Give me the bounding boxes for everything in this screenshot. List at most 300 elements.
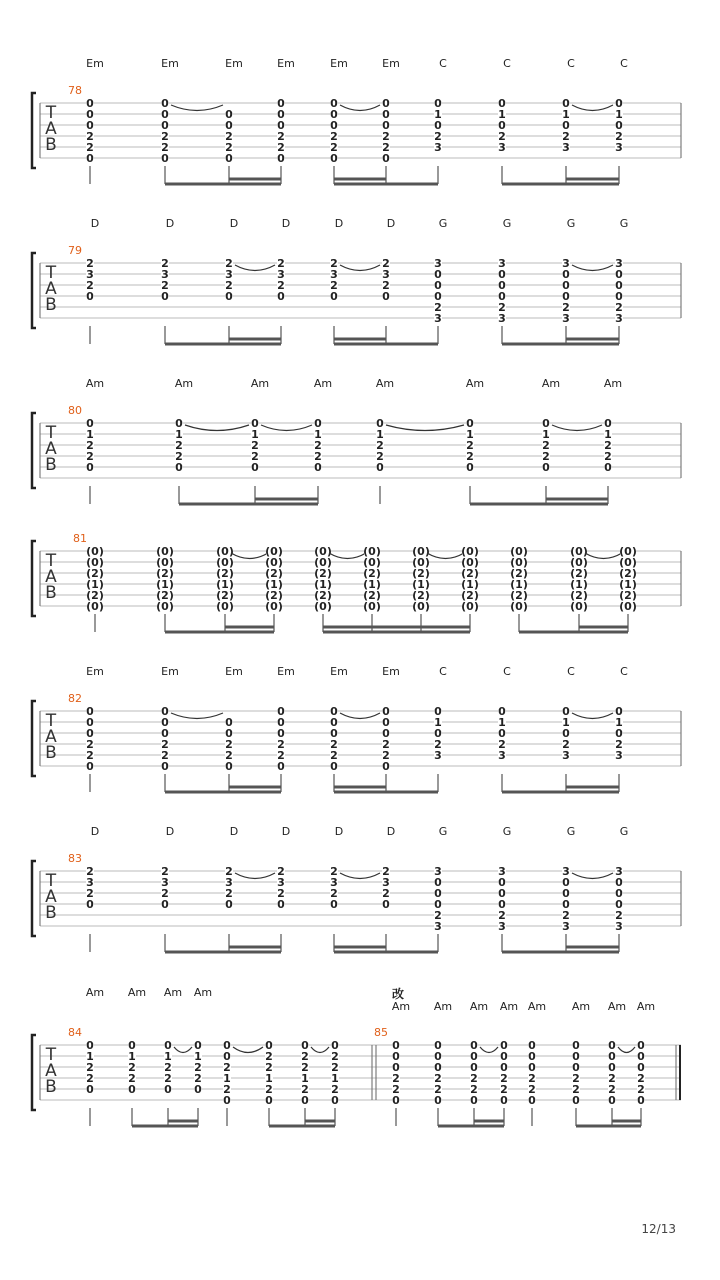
fret-number: 0 <box>615 119 623 132</box>
fret-number: 3 <box>615 865 623 878</box>
measure-number: 82 <box>68 692 82 705</box>
fret-number: (2) <box>570 589 588 602</box>
fret-number: 0 <box>392 1094 400 1107</box>
tie-arc <box>171 105 223 111</box>
fret-number: 0 <box>470 1061 478 1074</box>
fret-number: 0 <box>251 417 259 430</box>
fret-number: 2 <box>330 141 338 154</box>
fret-number: 0 <box>330 727 338 740</box>
tab-clef-letter: B <box>45 743 57 763</box>
chord-name: D <box>386 217 396 230</box>
fret-number: 0 <box>376 417 384 430</box>
fret-number: 0 <box>376 461 384 474</box>
fret-number: 1 <box>86 428 94 441</box>
fret-number: 2 <box>604 450 612 463</box>
tab-clef-letter: T <box>45 423 57 443</box>
chord-name: Em <box>161 57 179 70</box>
fret-number: 3 <box>498 865 506 878</box>
fret-number: (0) <box>265 545 283 558</box>
fret-number: 2 <box>615 738 623 751</box>
fret-number: (2) <box>86 589 104 602</box>
fret-number: 0 <box>301 1094 309 1107</box>
fret-number: 0 <box>382 760 390 773</box>
fret-number: 2 <box>615 130 623 143</box>
system-bracket <box>32 861 36 936</box>
fret-number: 0 <box>498 898 506 911</box>
tab-clef-letter: B <box>45 583 57 603</box>
fret-number: 0 <box>277 152 285 165</box>
fret-number: 2 <box>528 1083 536 1096</box>
fret-number: 0 <box>382 705 390 718</box>
fret-number: 0 <box>225 290 233 303</box>
chord-name: D <box>165 825 175 838</box>
fret-number: (2) <box>510 567 528 580</box>
fret-number: 2 <box>277 279 285 292</box>
fret-number: 3 <box>562 257 570 270</box>
fret-number: (0) <box>156 600 174 613</box>
fret-number: 0 <box>86 705 94 718</box>
fret-number: 2 <box>223 1083 231 1096</box>
fret-number: (0) <box>314 600 332 613</box>
fret-number: 2 <box>434 1072 442 1085</box>
tie-arc <box>340 265 380 271</box>
fret-number: 2 <box>277 887 285 900</box>
fret-number: 2 <box>314 450 322 463</box>
chord-name: Em <box>382 665 400 678</box>
fret-number: 0 <box>277 108 285 121</box>
tab-clef-letter: A <box>45 887 57 907</box>
fret-number: 0 <box>86 97 94 110</box>
fret-number: 3 <box>330 876 338 889</box>
fret-number: 0 <box>382 97 390 110</box>
fret-number: 0 <box>86 898 94 911</box>
fret-number: 2 <box>194 1061 202 1074</box>
tie-arc <box>233 1047 263 1053</box>
fret-number: 0 <box>434 1061 442 1074</box>
fret-number: 2 <box>128 1072 136 1085</box>
fret-number: 2 <box>225 749 233 762</box>
fret-number: 2 <box>637 1072 645 1085</box>
tie-arc <box>235 873 275 879</box>
fret-number: 3 <box>498 312 506 325</box>
fret-number: 1 <box>265 1072 273 1085</box>
fret-number: (0) <box>461 600 479 613</box>
tie-arc <box>618 1047 635 1053</box>
fret-number: 0 <box>498 887 506 900</box>
fret-number: 0 <box>225 727 233 740</box>
chord-name: Am <box>465 377 485 390</box>
fret-number: (0) <box>510 556 528 569</box>
fret-number: 2 <box>251 439 259 452</box>
fret-number: 0 <box>223 1094 231 1107</box>
fret-number: 0 <box>265 1039 273 1052</box>
fret-number: 2 <box>382 738 390 751</box>
fret-number: 0 <box>470 1039 478 1052</box>
fret-number: (0) <box>265 600 283 613</box>
fret-number: 0 <box>86 727 94 740</box>
tab-clef-letter: A <box>45 1061 57 1081</box>
tab-clef-letter: T <box>45 263 57 283</box>
fret-number: 1 <box>301 1072 309 1085</box>
tie-arc <box>480 1047 498 1053</box>
fret-number: 0 <box>277 97 285 110</box>
chord-name: Am <box>375 377 395 390</box>
chord-name: Am <box>527 1000 547 1013</box>
fret-number: 3 <box>434 865 442 878</box>
tie-arc <box>261 425 312 431</box>
measure-number: 85 <box>374 1026 388 1039</box>
chord-name: Am <box>469 1000 489 1013</box>
fret-number: 0 <box>175 461 183 474</box>
fret-number: 0 <box>608 1050 616 1063</box>
fret-number: 0 <box>86 760 94 773</box>
fret-number: 1 <box>466 428 474 441</box>
fret-number: 2 <box>498 909 506 922</box>
fret-number: 0 <box>434 119 442 132</box>
fret-number: 2 <box>194 1072 202 1085</box>
chord-name: C <box>503 57 511 70</box>
fret-number: (0) <box>156 556 174 569</box>
fret-number: 3 <box>277 268 285 281</box>
tab-clef-letter: T <box>45 103 57 123</box>
fret-number: 2 <box>331 1083 339 1096</box>
chord-name: C <box>620 57 628 70</box>
fret-number: (0) <box>461 545 479 558</box>
fret-number: (2) <box>86 567 104 580</box>
fret-number: (1) <box>510 578 528 591</box>
tie-arc <box>340 873 380 879</box>
fret-number: 0 <box>528 1039 536 1052</box>
fret-number: 3 <box>615 257 623 270</box>
fret-number: (2) <box>461 567 479 580</box>
tie-arc <box>572 265 613 271</box>
fret-number: 0 <box>86 119 94 132</box>
tie-arc <box>329 553 366 559</box>
fret-number: 3 <box>562 920 570 933</box>
fret-number: 2 <box>608 1083 616 1096</box>
fret-number: 2 <box>382 257 390 270</box>
fret-number: 2 <box>528 1072 536 1085</box>
fret-number: (1) <box>156 578 174 591</box>
fret-number: 0 <box>330 898 338 911</box>
fret-number: 2 <box>161 749 169 762</box>
fret-number: 0 <box>470 1050 478 1063</box>
fret-number: 0 <box>434 887 442 900</box>
fret-number: 0 <box>470 1094 478 1107</box>
chord-name: Em <box>330 665 348 678</box>
chord-name: G <box>438 825 448 838</box>
fret-number: 2 <box>637 1083 645 1096</box>
fret-number: 0 <box>498 279 506 292</box>
fret-number: 2 <box>86 887 94 900</box>
fret-number: 0 <box>194 1083 202 1096</box>
fret-number: 0 <box>500 1050 508 1063</box>
fret-number: 0 <box>498 119 506 132</box>
fret-number: 0 <box>194 1039 202 1052</box>
fret-number: 0 <box>277 705 285 718</box>
fret-number: (1) <box>265 578 283 591</box>
tab-clef-letter: B <box>45 135 57 155</box>
fret-number: 2 <box>161 257 169 270</box>
fret-number: 0 <box>277 898 285 911</box>
fret-number: 0 <box>608 1039 616 1052</box>
fret-number: 3 <box>434 141 442 154</box>
fret-number: 0 <box>562 898 570 911</box>
fret-number: (2) <box>461 589 479 602</box>
fret-number: 0 <box>301 1039 309 1052</box>
fret-number: 0 <box>637 1061 645 1074</box>
tab-clef-letter: B <box>45 903 57 923</box>
fret-number: 3 <box>434 312 442 325</box>
fret-number: 3 <box>434 749 442 762</box>
fret-number: 0 <box>615 268 623 281</box>
tie-arc <box>231 553 268 559</box>
fret-number: 0 <box>225 760 233 773</box>
measure-number: 84 <box>68 1026 82 1039</box>
page-number: 12/13 <box>641 1222 676 1236</box>
fret-number: 0 <box>434 727 442 740</box>
fret-number: 0 <box>330 119 338 132</box>
fret-number: (1) <box>461 578 479 591</box>
fret-number: 2 <box>225 279 233 292</box>
fret-number: 2 <box>330 887 338 900</box>
fret-number: 0 <box>86 716 94 729</box>
fret-number: 3 <box>562 865 570 878</box>
fret-number: 0 <box>434 898 442 911</box>
chord-name: G <box>502 825 512 838</box>
chord-name: Am <box>85 377 105 390</box>
fret-number: (0) <box>363 545 381 558</box>
fret-number: 3 <box>382 876 390 889</box>
chord-name: Am <box>174 377 194 390</box>
fret-number: 2 <box>470 1083 478 1096</box>
fret-number: 2 <box>542 450 550 463</box>
fret-number: 2 <box>251 450 259 463</box>
fret-number: (0) <box>86 545 104 558</box>
fret-number: 2 <box>277 738 285 751</box>
fret-number: (2) <box>265 589 283 602</box>
fret-number: 0 <box>528 1050 536 1063</box>
fret-number: 0 <box>562 887 570 900</box>
fret-number: (2) <box>265 567 283 580</box>
fret-number: 0 <box>466 417 474 430</box>
fret-number: (0) <box>510 545 528 558</box>
fret-number: (2) <box>314 589 332 602</box>
fret-number: 1 <box>128 1050 136 1063</box>
chord-name: D <box>334 825 344 838</box>
chord-name: G <box>438 217 448 230</box>
tab-clef-letter: T <box>45 1045 57 1065</box>
fret-number: 2 <box>392 1072 400 1085</box>
system-bracket <box>32 253 36 328</box>
chord-name: Am <box>636 1000 656 1013</box>
fret-number: 0 <box>175 417 183 430</box>
fret-number: 2 <box>175 450 183 463</box>
fret-number: 2 <box>330 130 338 143</box>
tab-clef-letter: B <box>45 295 57 315</box>
fret-number: 0 <box>528 1061 536 1074</box>
fret-number: 2 <box>608 1072 616 1085</box>
fret-number: 0 <box>562 876 570 889</box>
fret-number: 0 <box>225 152 233 165</box>
fret-number: 0 <box>86 1039 94 1052</box>
fret-number: 0 <box>128 1083 136 1096</box>
fret-number: 2 <box>161 865 169 878</box>
fret-number: 2 <box>86 738 94 751</box>
fret-number: 2 <box>301 1083 309 1096</box>
fret-number: 3 <box>225 876 233 889</box>
fret-number: 2 <box>164 1061 172 1074</box>
fret-number: (0) <box>510 600 528 613</box>
fret-number: 2 <box>434 130 442 143</box>
fret-number: 2 <box>470 1072 478 1085</box>
fret-number: 0 <box>161 152 169 165</box>
fret-number: 2 <box>225 865 233 878</box>
fret-number: 0 <box>331 1094 339 1107</box>
tab-clef-letter: T <box>45 871 57 891</box>
fret-number: 0 <box>392 1039 400 1052</box>
fret-number: 0 <box>265 1094 273 1107</box>
chord-name: Am <box>433 1000 453 1013</box>
fret-number: 0 <box>223 1050 231 1063</box>
fret-number: 0 <box>498 705 506 718</box>
fret-number: 0 <box>572 1039 580 1052</box>
fret-number: 2 <box>86 279 94 292</box>
fret-number: 2 <box>382 279 390 292</box>
tie-arc <box>427 553 464 559</box>
fret-number: 0 <box>615 705 623 718</box>
fret-number: 3 <box>562 312 570 325</box>
fret-number: 2 <box>86 141 94 154</box>
tie-arc <box>235 265 275 271</box>
fret-number: (0) <box>619 600 637 613</box>
fret-number: 0 <box>164 1039 172 1052</box>
fret-number: 1 <box>615 108 623 121</box>
system-bracket <box>32 93 36 168</box>
fret-number: 0 <box>498 876 506 889</box>
fret-number: 2 <box>314 439 322 452</box>
fret-number: (2) <box>314 567 332 580</box>
fret-number: 2 <box>301 1061 309 1074</box>
fret-number: 2 <box>223 1061 231 1074</box>
chord-name: C <box>567 665 575 678</box>
fret-number: 2 <box>225 887 233 900</box>
fret-number: 2 <box>225 257 233 270</box>
fret-number: (1) <box>619 578 637 591</box>
system-bracket <box>32 413 36 488</box>
fret-number: 0 <box>277 760 285 773</box>
fret-number: 1 <box>86 1050 94 1063</box>
fret-number: 0 <box>225 119 233 132</box>
fret-number: 2 <box>376 439 384 452</box>
fret-number: 2 <box>161 279 169 292</box>
fret-number: 2 <box>392 1083 400 1096</box>
fret-number: 0 <box>223 1039 231 1052</box>
fret-number: 0 <box>572 1061 580 1074</box>
chord-name: Am <box>193 986 213 999</box>
fret-number: 2 <box>376 450 384 463</box>
fret-number: 2 <box>277 865 285 878</box>
fret-number: 1 <box>434 716 442 729</box>
fret-number: 0 <box>604 461 612 474</box>
fret-number: 2 <box>128 1061 136 1074</box>
fret-number: (2) <box>510 589 528 602</box>
fret-number: 2 <box>86 1072 94 1085</box>
tab-clef-letter: A <box>45 727 57 747</box>
tie-arc <box>572 105 613 111</box>
fret-number: 0 <box>128 1039 136 1052</box>
fret-number: 0 <box>615 876 623 889</box>
chord-name: G <box>566 217 576 230</box>
fret-number: 0 <box>382 716 390 729</box>
fret-number: 2 <box>265 1083 273 1096</box>
fret-number: 1 <box>175 428 183 441</box>
measure-number: 80 <box>68 404 82 417</box>
fret-number: 0 <box>161 97 169 110</box>
fret-number: (0) <box>412 600 430 613</box>
fret-number: 1 <box>251 428 259 441</box>
fret-number: 1 <box>223 1072 231 1085</box>
fret-number: 1 <box>562 716 570 729</box>
tab-clef-letter: T <box>45 711 57 731</box>
fret-number: (2) <box>412 589 430 602</box>
fret-number: 0 <box>330 705 338 718</box>
tab-clef-letter: B <box>45 455 57 475</box>
fret-number: (2) <box>216 567 234 580</box>
tie-arc <box>572 873 613 879</box>
chord-name: D <box>281 217 291 230</box>
tie-arc <box>386 425 464 431</box>
fret-number: 0 <box>615 290 623 303</box>
chord-name: C <box>567 57 575 70</box>
fret-number: 0 <box>604 417 612 430</box>
fret-number: (1) <box>570 578 588 591</box>
fret-number: 2 <box>562 738 570 751</box>
fret-number: (0) <box>363 556 381 569</box>
fret-number: 0 <box>434 705 442 718</box>
fret-number: 2 <box>331 1061 339 1074</box>
fret-number: 0 <box>434 268 442 281</box>
fret-number: 0 <box>330 152 338 165</box>
chord-name: D <box>90 825 100 838</box>
tie-arc <box>171 713 223 719</box>
fret-number: (0) <box>363 600 381 613</box>
fret-number: 0 <box>572 1094 580 1107</box>
fret-number: 2 <box>86 1061 94 1074</box>
fret-number: 0 <box>382 108 390 121</box>
chord-name: D <box>281 825 291 838</box>
fret-number: 0 <box>86 461 94 474</box>
section-label: 改 <box>392 987 405 1001</box>
fret-number: 2 <box>615 301 623 314</box>
fret-number: 2 <box>615 909 623 922</box>
fret-number: 1 <box>331 1072 339 1085</box>
fret-number: 0 <box>542 461 550 474</box>
tie-arc <box>340 713 380 719</box>
fret-number: 2 <box>86 450 94 463</box>
chord-name: D <box>334 217 344 230</box>
fret-number: 2 <box>434 909 442 922</box>
fret-number: (0) <box>314 545 332 558</box>
fret-number: 3 <box>615 312 623 325</box>
fret-number: 2 <box>86 865 94 878</box>
fret-number: 0 <box>330 760 338 773</box>
fret-number: 2 <box>277 749 285 762</box>
fret-number: 2 <box>434 1083 442 1096</box>
fret-number: (0) <box>570 545 588 558</box>
fret-number: 1 <box>376 428 384 441</box>
fret-number: 0 <box>314 417 322 430</box>
